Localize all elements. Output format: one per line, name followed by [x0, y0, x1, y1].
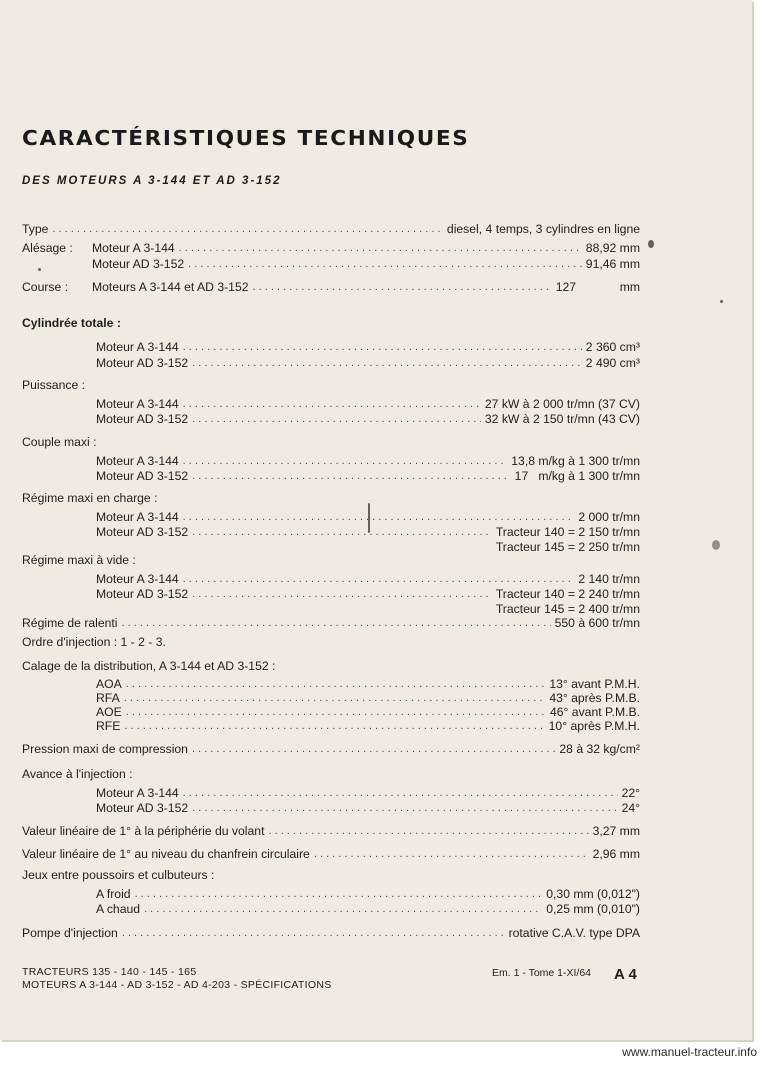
leader-dots — [192, 742, 555, 756]
spec-value: 17 m/kg à 1 300 tr/mn — [514, 469, 640, 483]
spec-value: Tracteur 140 = 2 240 tr/mn — [495, 587, 640, 601]
spec-engine: Moteur A 3-144 — [96, 572, 179, 586]
spec-row-cylindree-1 — [22, 338, 640, 354]
spec-value: 10° après P.M.H. — [548, 719, 640, 733]
spec-row-ordre-injection: Ordre d'injection : 1 - 2 - 3. — [22, 635, 166, 649]
spec-engine: Moteur A 3-144 — [96, 454, 179, 468]
spec-label: Pression maxi de compression — [22, 742, 188, 756]
spec-value: 2,96 mm — [592, 847, 640, 861]
spec-engine: Moteur A 3-144 — [96, 397, 179, 411]
spec-engine: Moteur AD 3-152 — [96, 525, 189, 539]
footer-edition: Em. 1 - Tome 1-XI/64 — [492, 967, 592, 979]
spec-condition: A froid — [96, 887, 131, 901]
scan-speck — [38, 268, 41, 271]
leader-dots — [192, 525, 492, 539]
spec-value: 13° avant P.M.H. — [549, 677, 640, 691]
spec-label: Type — [22, 222, 49, 236]
section-heading-jeux: Jeux entre poussoirs et culbuteurs : — [22, 868, 215, 882]
spec-key: RFE — [96, 719, 121, 733]
spec-row-cylindree-2 — [22, 354, 640, 370]
spec-value: rotative C.A.V. type DPA — [508, 926, 640, 940]
section-heading-cylindree: Cylindrée totale : — [22, 316, 121, 330]
spec-label: Course : — [22, 280, 69, 294]
leader-dots — [314, 847, 589, 861]
spec-label: Valeur linéaire de 1° à la périphérie du volant — [22, 824, 265, 838]
leader-dots — [179, 241, 582, 255]
spec-key: RFA — [96, 691, 120, 705]
spec-row-puissance-2 — [22, 410, 640, 426]
page-subtitle: DES MOTEURS A 3-144 ET AD 3-152 — [22, 175, 282, 187]
spec-engine: Moteur AD 3-152 — [96, 801, 189, 815]
scan-speck — [720, 300, 723, 303]
footer-tractors: TRACTEURS 135 - 140 - 145 - 165 — [22, 966, 197, 978]
spec-value: 127 — [555, 280, 577, 294]
leader-dots — [183, 454, 508, 468]
spec-value: 27 kW à 2 000 tr/mn (37 CV) — [484, 397, 640, 411]
spec-row-type — [22, 220, 640, 236]
page-title: CARACTÉRISTIQUES TECHNIQUES — [22, 126, 470, 150]
spec-key: AOA — [96, 677, 122, 691]
spec-row-regime-charge-2 — [22, 523, 640, 539]
leader-dots — [144, 902, 542, 916]
section-heading-regime-charge: Régime maxi en charge : — [22, 491, 158, 505]
spec-value: 32 kW à 2 150 tr/mn (43 CV) — [484, 412, 640, 426]
leader-dots — [192, 587, 492, 601]
leader-dots — [192, 412, 481, 426]
leader-dots — [135, 887, 543, 901]
page-number: A 4 — [614, 966, 637, 983]
scan-speck — [712, 540, 720, 550]
spec-row-regime-vide-1 — [22, 570, 640, 586]
spec-row-avance-2 — [22, 799, 640, 815]
leader-dots — [188, 257, 582, 271]
spec-row-regime-charge-1 — [22, 508, 640, 524]
spec-value: 24° — [621, 801, 640, 815]
spec-row-regime-vide-2 — [22, 585, 640, 601]
spec-engine: Moteur AD 3-152 — [96, 587, 189, 601]
scan-speck — [648, 240, 654, 248]
spec-engine: Moteur AD 3-152 — [96, 356, 189, 370]
spec-label: Alésage : — [22, 241, 73, 255]
spec-value: diesel, 4 temps, 3 cylindres en ligne — [446, 222, 640, 236]
spec-value: 2 360 cm³ — [585, 340, 640, 354]
spec-value: Tracteur 140 = 2 150 tr/mn — [495, 525, 640, 539]
leader-dots — [192, 801, 617, 815]
leader-dots — [183, 397, 481, 411]
spec-engine: Moteur AD 3-152 — [96, 412, 189, 426]
leader-dots — [183, 340, 582, 354]
spec-row-jeux-chaud — [22, 900, 640, 916]
spec-row-course — [22, 278, 640, 294]
spec-key: AOE — [96, 705, 122, 719]
spec-row-regime-charge-3 — [22, 538, 640, 554]
spec-value: 2 490 cm³ — [585, 356, 640, 370]
leader-dots — [122, 616, 551, 630]
section-heading-couple: Couple maxi : — [22, 435, 97, 449]
leader-dots — [183, 786, 618, 800]
spec-value: 43° après P.M.B. — [549, 691, 640, 705]
spec-value: 2 000 tr/mn — [578, 510, 640, 524]
spec-label: Pompe d'injection — [22, 926, 118, 940]
spec-engine: Moteur AD 3-152 — [96, 469, 189, 483]
leader-dots — [122, 926, 505, 940]
spec-row-avance-1 — [22, 784, 640, 800]
leader-dots — [183, 510, 575, 524]
spec-label: Valeur linéaire de 1° au niveau du chanfrein circulaire — [22, 847, 310, 861]
spec-value: 2 140 tr/mn — [578, 572, 640, 586]
spec-row-alesage-1 — [22, 239, 640, 255]
spec-row-couple-1 — [22, 452, 640, 468]
spec-value: 22° — [621, 786, 640, 800]
spec-row-couple-2 — [22, 467, 640, 483]
leader-dots — [192, 356, 582, 370]
scan-speck — [368, 503, 370, 533]
spec-row-ralenti — [22, 614, 640, 630]
spec-value: Tracteur 145 = 2 250 tr/mn — [495, 540, 640, 554]
spec-value: 28 à 32 kg/cm² — [559, 742, 640, 756]
spec-row-lineaire-chanfrein — [22, 845, 640, 861]
spec-row-lineaire-volant — [22, 822, 640, 838]
spec-row-puissance-1 — [22, 395, 640, 411]
spec-value: 0,25 mm (0,010") — [546, 902, 640, 916]
spec-row-alesage-2 — [22, 255, 640, 271]
spec-engine: Moteur A 3-144 — [96, 510, 179, 524]
spec-value: 13,8 m/kg à 1 300 tr/mn — [511, 454, 640, 468]
spec-label: Régime de ralenti — [22, 616, 118, 630]
spec-value: 3,27 mm — [592, 824, 640, 838]
website-watermark: www.manuel-tracteur.info — [622, 1045, 757, 1059]
leader-dots — [268, 824, 588, 838]
leader-dots — [52, 222, 443, 236]
spec-engine: Moteur AD 3-152 — [92, 257, 185, 271]
spec-row-calage-rfe — [22, 717, 640, 733]
spec-engine: Moteur A 3-144 — [92, 241, 175, 255]
spec-value: 88,92 mm — [585, 241, 640, 255]
section-heading-calage: Calage de la distribution, A 3-144 et AD 3-152 : — [22, 659, 276, 673]
section-heading-puissance: Puissance : — [22, 378, 86, 392]
spec-value: 46° avant P.M.B. — [549, 705, 640, 719]
spec-row-pompe — [22, 924, 640, 940]
leader-dots — [124, 719, 544, 733]
spec-engine: Moteur A 3-144 — [96, 340, 179, 354]
spec-engine: Moteur A 3-144 — [96, 786, 179, 800]
spec-row-pression — [22, 740, 640, 756]
footer-engines: MOTEURS A 3-144 - AD 3-152 - AD 4-203 - SPÉCIFICATIONS — [22, 979, 332, 991]
spec-value: 550 à 600 tr/mn — [554, 616, 640, 630]
spec-value: Tracteur 145 = 2 400 tr/mn — [495, 602, 640, 616]
leader-dots — [192, 469, 511, 483]
spec-unit: mm — [619, 280, 640, 294]
spec-row-jeux-froid — [22, 885, 640, 901]
leader-dots — [183, 572, 575, 586]
spec-value: 0,30 mm (0,012") — [546, 887, 640, 901]
section-heading-regime-vide: Régime maxi à vide : — [22, 553, 136, 567]
spec-value: 91,46 mm — [585, 257, 640, 271]
leader-dots — [253, 280, 552, 294]
spec-engine: Moteurs A 3-144 et AD 3-152 — [92, 280, 249, 294]
section-heading-avance: Avance à l'injection : — [22, 767, 133, 781]
spec-condition: A chaud — [96, 902, 141, 916]
